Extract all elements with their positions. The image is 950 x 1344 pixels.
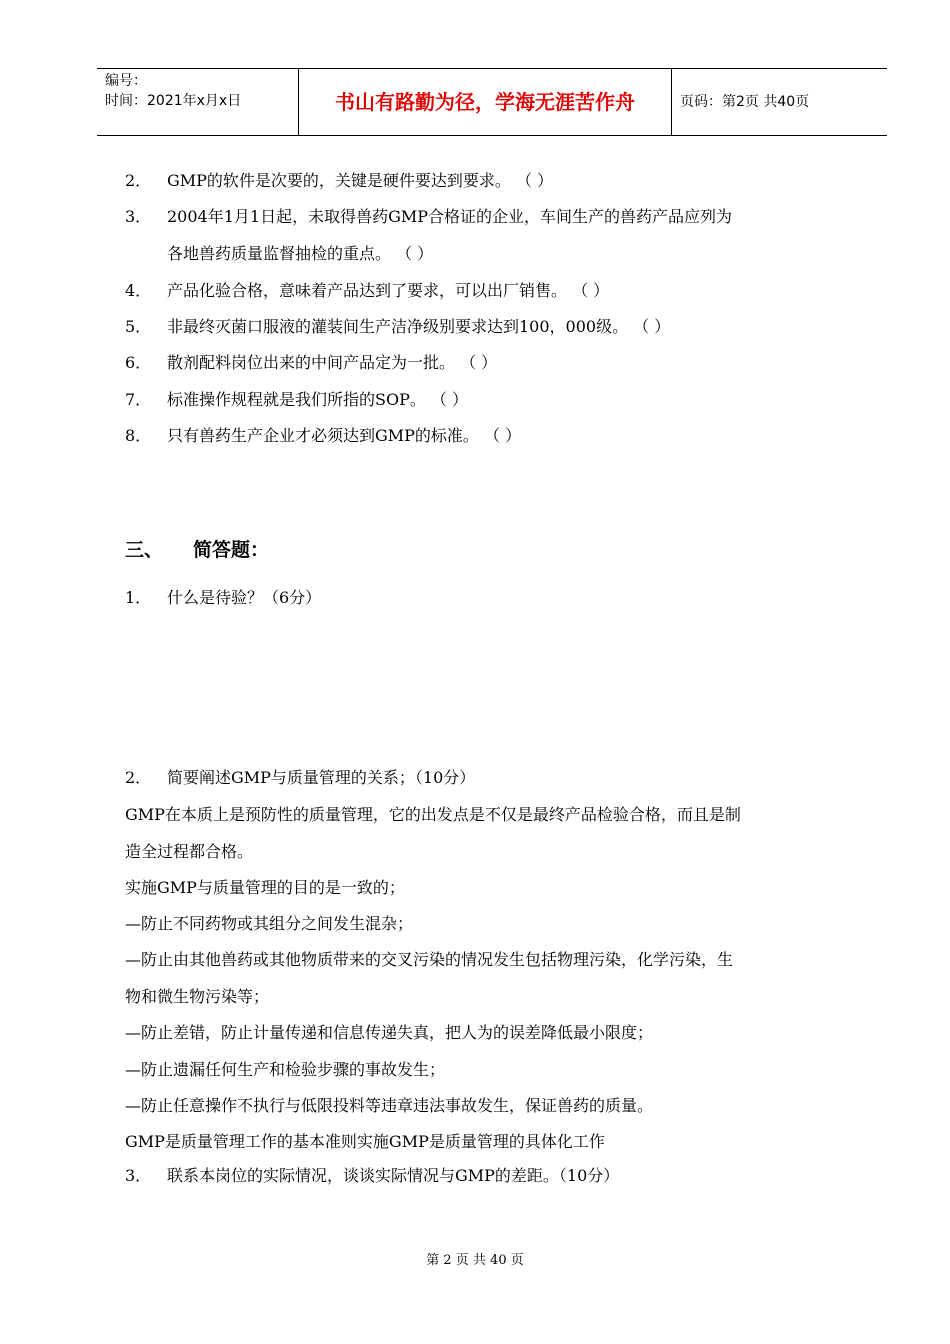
tf-item-3-continuation (125, 244, 433, 264)
item-number: 7． (125, 390, 152, 409)
tf-item-8 (125, 426, 521, 446)
header-table (97, 68, 887, 136)
question-number: 1． (125, 588, 152, 607)
item-text: 散剂配料岗位出来的中间产品定为一批。 （ ） (167, 353, 498, 372)
answer-line: —防止差错，防止计量传递和信息传递失真，把人为的误差降低最小限度； (125, 1023, 654, 1042)
tf-item-4 (125, 281, 609, 301)
answer-line: 造全过程都合格。 (125, 842, 254, 861)
question-text: 什么是待验？（6分） (167, 588, 322, 607)
answer-line: GMP在本质上是预防性的质量管理，它的出发点是不仅是最终产品检验合格，而且是制 (125, 805, 741, 824)
item-number: 4． (125, 281, 152, 300)
item-number: 6． (125, 353, 152, 372)
item-number: 3． (125, 207, 152, 226)
tf-item-2 (125, 171, 553, 191)
answer-line: —防止不同药物或其组分之间发生混杂； (125, 914, 414, 933)
question-number: 3． (125, 1166, 152, 1185)
item-text: 产品化验合格，意味着产品达到了要求，可以出厂销售。 （ ） (167, 281, 610, 300)
item-number: 2． (125, 171, 152, 190)
header-meta-cell (97, 69, 299, 135)
question-3 (125, 1166, 619, 1186)
question-1 (125, 588, 321, 608)
item-text: 2004年1月1日起，未取得兽药GMP合格证的企业，车间生产的兽药产品应列为 (167, 207, 733, 226)
header-slogan: 书山有路勤为径，学海无涯苦作舟 (299, 69, 672, 135)
tf-item-7 (125, 390, 468, 410)
answer-line: —防止遗漏任何生产和检验步骤的事故发生； (125, 1060, 446, 1079)
question-number: 2． (125, 768, 152, 787)
answer-line: —防止任意操作不执行与低限投料等违章违法事故发生，保证兽药的质量。 (125, 1096, 654, 1115)
item-number: 5． (125, 317, 152, 336)
question-2 (125, 768, 475, 788)
answer-line: —防止由其他兽药或其他物质带来的交叉污染的情况发生包括物理污染，化学污染，生 (125, 950, 734, 969)
serial-number-label: 编号： (105, 73, 147, 89)
header-page-code: 页码：第2页 共40页 (680, 94, 810, 110)
tf-item-6 (125, 353, 497, 373)
section-number: 三、 (125, 539, 164, 561)
time-label: 时间：2021年x月x日 (105, 93, 242, 109)
page-footer: 第 2 页 共 40 页 (426, 1253, 524, 1268)
tf-item-3 (125, 207, 732, 227)
section-heading (125, 538, 269, 562)
item-text: 各地兽药质量监督抽检的重点。 （ ） (167, 244, 434, 263)
section-title: 简答题： (193, 539, 270, 561)
question-text: 联系本岗位的实际情况，谈谈实际情况与GMP的差距。（10分） (167, 1166, 620, 1185)
answer-line: GMP是质量管理工作的基本准则实施GMP是质量管理的具体化工作 (125, 1132, 605, 1151)
item-text: 标准操作规程就是我们所指的SOP。 （ ） (167, 390, 469, 409)
question-text: 简要阐述GMP与质量管理的关系；（10分） (167, 768, 476, 787)
item-text: 只有兽药生产企业才必须达到GMP的标准。 （ ） (167, 426, 522, 445)
answer-line: 物和微生物污染等； (125, 987, 270, 1006)
tf-item-5 (125, 317, 670, 337)
answer-line: 实施GMP与质量管理的目的是一致的； (125, 878, 405, 897)
item-text: 非最终灭菌口服液的灌装间生产洁净级别要求达到100，000级。 （ ） (167, 317, 671, 336)
item-number: 8． (125, 426, 152, 445)
item-text: GMP的软件是次要的，关键是硬件要达到要求。 （ ） (167, 171, 554, 190)
